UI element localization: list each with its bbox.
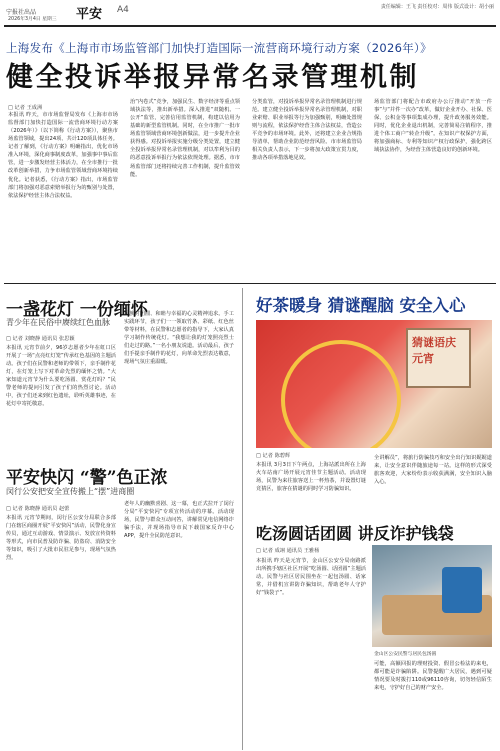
story4-byline: □ 记者 陈晓静 通讯员 赵蕾 bbox=[6, 506, 70, 512]
story3-title: 好茶暖身 猜谜醒脑 安全入心 bbox=[256, 296, 466, 315]
story2-title: 一盏花灯 一份缅怀 bbox=[6, 300, 148, 320]
story5-column-1: 本报讯 昨天是元宵节，金山区公安分局南路派出所携手辖区社区开展“吃汤圆、话团圆”主题活动。民警与社区居民围坐在一起包汤圆、话家常，并借机宣讲防诈骗知识，帮助老年人守护好“钱袋子”。 bbox=[256, 558, 366, 597]
editor-info: 责任编辑：王飞 责任校对：周伟 版式设计：胡小丽 bbox=[380, 4, 494, 10]
story5-byline: □ 记者 成翊 通讯员 王雅杨 bbox=[256, 548, 320, 554]
lead-title: 健全投诉举报异常名录管理机制 bbox=[6, 62, 419, 93]
story5-column-2: 可能，高额回报的理财投资、假冒公检法的来电，都可能是诈骗陷阱。民警提醒广大居民，遇到可疑情况要及时拨打110或96110咨询，切勿轻信陌生来电，守护好自己的财产安全。 bbox=[374, 661, 492, 692]
lantern-photo bbox=[256, 320, 492, 448]
lead-column-1: 本报讯 昨天，市市场监督局发布《上海市市场监督部门加快打造国际一流营商环境行动方案（2026年）》（以下简称《行动方案》），聚焦市场监管领域，提出24项、共计120项具体任务。记者了解到，《行动方案》明确指出，优化市场准入环境，深化商事制度改革，加强事中事后监管，进一步激发经营主体活力，在全市推行一批改革创新举措，力争市场监管领域营商环境持续优化。记者获悉，《行动方案》指出，市场监管部门将加强对恶意索赔举报行为的甄别与处置，依法保护经营主体合法权益。 bbox=[8, 112, 118, 199]
masthead-brand: 宁报社出品 bbox=[6, 9, 37, 16]
section-title: 平安 bbox=[76, 7, 103, 22]
section-rule-1 bbox=[4, 283, 496, 284]
story2-column-1: 本报讯 元宵节前夕，96岁志愿者少年在虹口区开展了一场“点亮红灯笼”传承红色基因的主题活动。孩子们在民警和老师的带领下，亲手制作花灯，在灯笼上写下对革命先烈的缅怀之情。“大家知道元宵节为什么要吃汤圆、赏花灯吗？”民警老师的提问引发了孩子们的热烈讨论。活动中，孩子们还来到红色遗址，聆听英雄事迹，在花灯中寄托敬意。 bbox=[6, 345, 116, 408]
story4-title: 平安快闪 “警”色正浓 bbox=[6, 468, 168, 488]
story2-byline: □ 记者 刘晓静 通讯员 张思颖 bbox=[6, 336, 75, 342]
lead-column-3: 分类监管，对投诉举报异常名录管理机制进行规范。建立健全投诉举报异常名录管理机制，对职业索赔、职业举报等行为加强甄别，明确处置规则与流程，依法保护经营主体合法权益，营造公平竞争的市场环境。此外，还将建立企业合规指导清单，帮助企业防范经营风险。市市场监管局相关负责人表示，下一步将加大政策宣贯力度，推动各项举措落地见效。 bbox=[252, 99, 362, 162]
bag-shape bbox=[442, 567, 482, 613]
header-rule bbox=[4, 25, 496, 27]
story3-column-2: 全讲解员”，将旅行防骗技巧和安全出行知识娓娓道来，让安全意识伴随旅途每一站。这样的形式深受旅客欢迎，大家纷纷表示收获满满，安全知识入脑入心。 bbox=[374, 455, 492, 486]
story3-byline: □ 记者 陈碧辉 bbox=[256, 453, 291, 459]
lantern-shape bbox=[281, 340, 401, 448]
lead-column-4: 场监管部门将配合市政府办公厅推动“开放一件事”与“并件一次办”改革，做好企业开办、社保、医保、公积金等事项集成办理，提升政务服务效能。同时，优化企业退出机制，完善简易注销程序，推进个体工商户“转企升级”。在知识产权保护方面，将加强商标、专利等知识产权行政保护，强化跨区域执法协作，为经营主体营造良好的创新环境。 bbox=[374, 99, 492, 154]
story4-subtitle: 闵行公安把安全宣传搬上“摆”进商圈 bbox=[6, 487, 135, 496]
event-sign: 猜谜语庆元宵 bbox=[406, 328, 471, 388]
story4-column-2: 老年人的幽默喜剧、这一幕，也正式拉开了闵行分局“平安快闪”专项宣传活动的序幕。活动现场，民警与群众互动问答，讲解常见电信网络诈骗手法，并现场指导市民下载国家反诈中心APP，提升全民防范意识。 bbox=[124, 501, 234, 540]
story2-subtitle: 青少年在民俗中赓续红色血脉 bbox=[6, 318, 110, 327]
tangyuan-photo bbox=[372, 545, 492, 647]
story3-column-1: 本报讯 3月3日下午两点，上海站派出所在上海火车站南广场开展元宵佳节主题活动。活动现场，民警为来往旅客送上一杯热茶，并设置灯谜竞猜区，旅客在猜谜的同时学习防骗知识。 bbox=[256, 462, 366, 493]
story2-column-2: 民族对团圆、和睦与幸福的心灵精神追求。手工实践环节，孩子们一一领取竹条、彩纸、红色丝带等材料，在民警和志愿者的指导下，大家认真学习制作传统花灯。“我想让我的灯笼照亮烈士们走过的路。”一名小朋友说道。活动最后，孩子们手提亲手制作的花灯，向革命先烈表达敬意，现场气氛庄重温暖。 bbox=[124, 311, 234, 366]
lead-byline: □ 记者 王成洲 bbox=[8, 105, 43, 111]
story5-title: 吃汤圆话团圆 讲反诈护钱袋 bbox=[256, 524, 454, 543]
lead-column-2: 治“内卷式”竞争，加强民生、数字经济等重点领域执法等，推出新举措。深入推进“双随机、一公开”监管，完善信用监管机制，构建以信用为基础的新型监管机制。同时，在全市推广一批市场监管领域营商环境创新做法，进一步提升企业获得感。对投诉举报实施分级分类处置，建立健全投诉举报异常名录管理机制，对以牟利为目的的恶意投诉举报行为依法依规处理。据悉，市市场监管部门还将持续完善工作机制，提升监管效能。 bbox=[130, 99, 240, 178]
lead-subtitle: 上海发布《上海市市场监管部门加快打造国际一流营商环境行动方案（2026年）》 bbox=[6, 41, 432, 55]
page-number: A4 bbox=[117, 5, 129, 15]
photo-caption: 金山区公安民警与居民包汤圆 bbox=[374, 652, 437, 657]
column-divider bbox=[242, 288, 243, 750]
story4-column-1: 本报讯 元宵节期间，闵行区公安分局联合多部门在辖区商圈开展“平安快闪”活动，民警化身宣传员，通过互动游戏、情景演示、发放宣传资料等形式，向市民普及防诈骗、防盗窃、消防安全等知识，吸引了大批市民驻足参与，现场气氛热烈。 bbox=[6, 515, 116, 562]
issue-date: 2026年3月4日 星期三 bbox=[8, 17, 57, 22]
